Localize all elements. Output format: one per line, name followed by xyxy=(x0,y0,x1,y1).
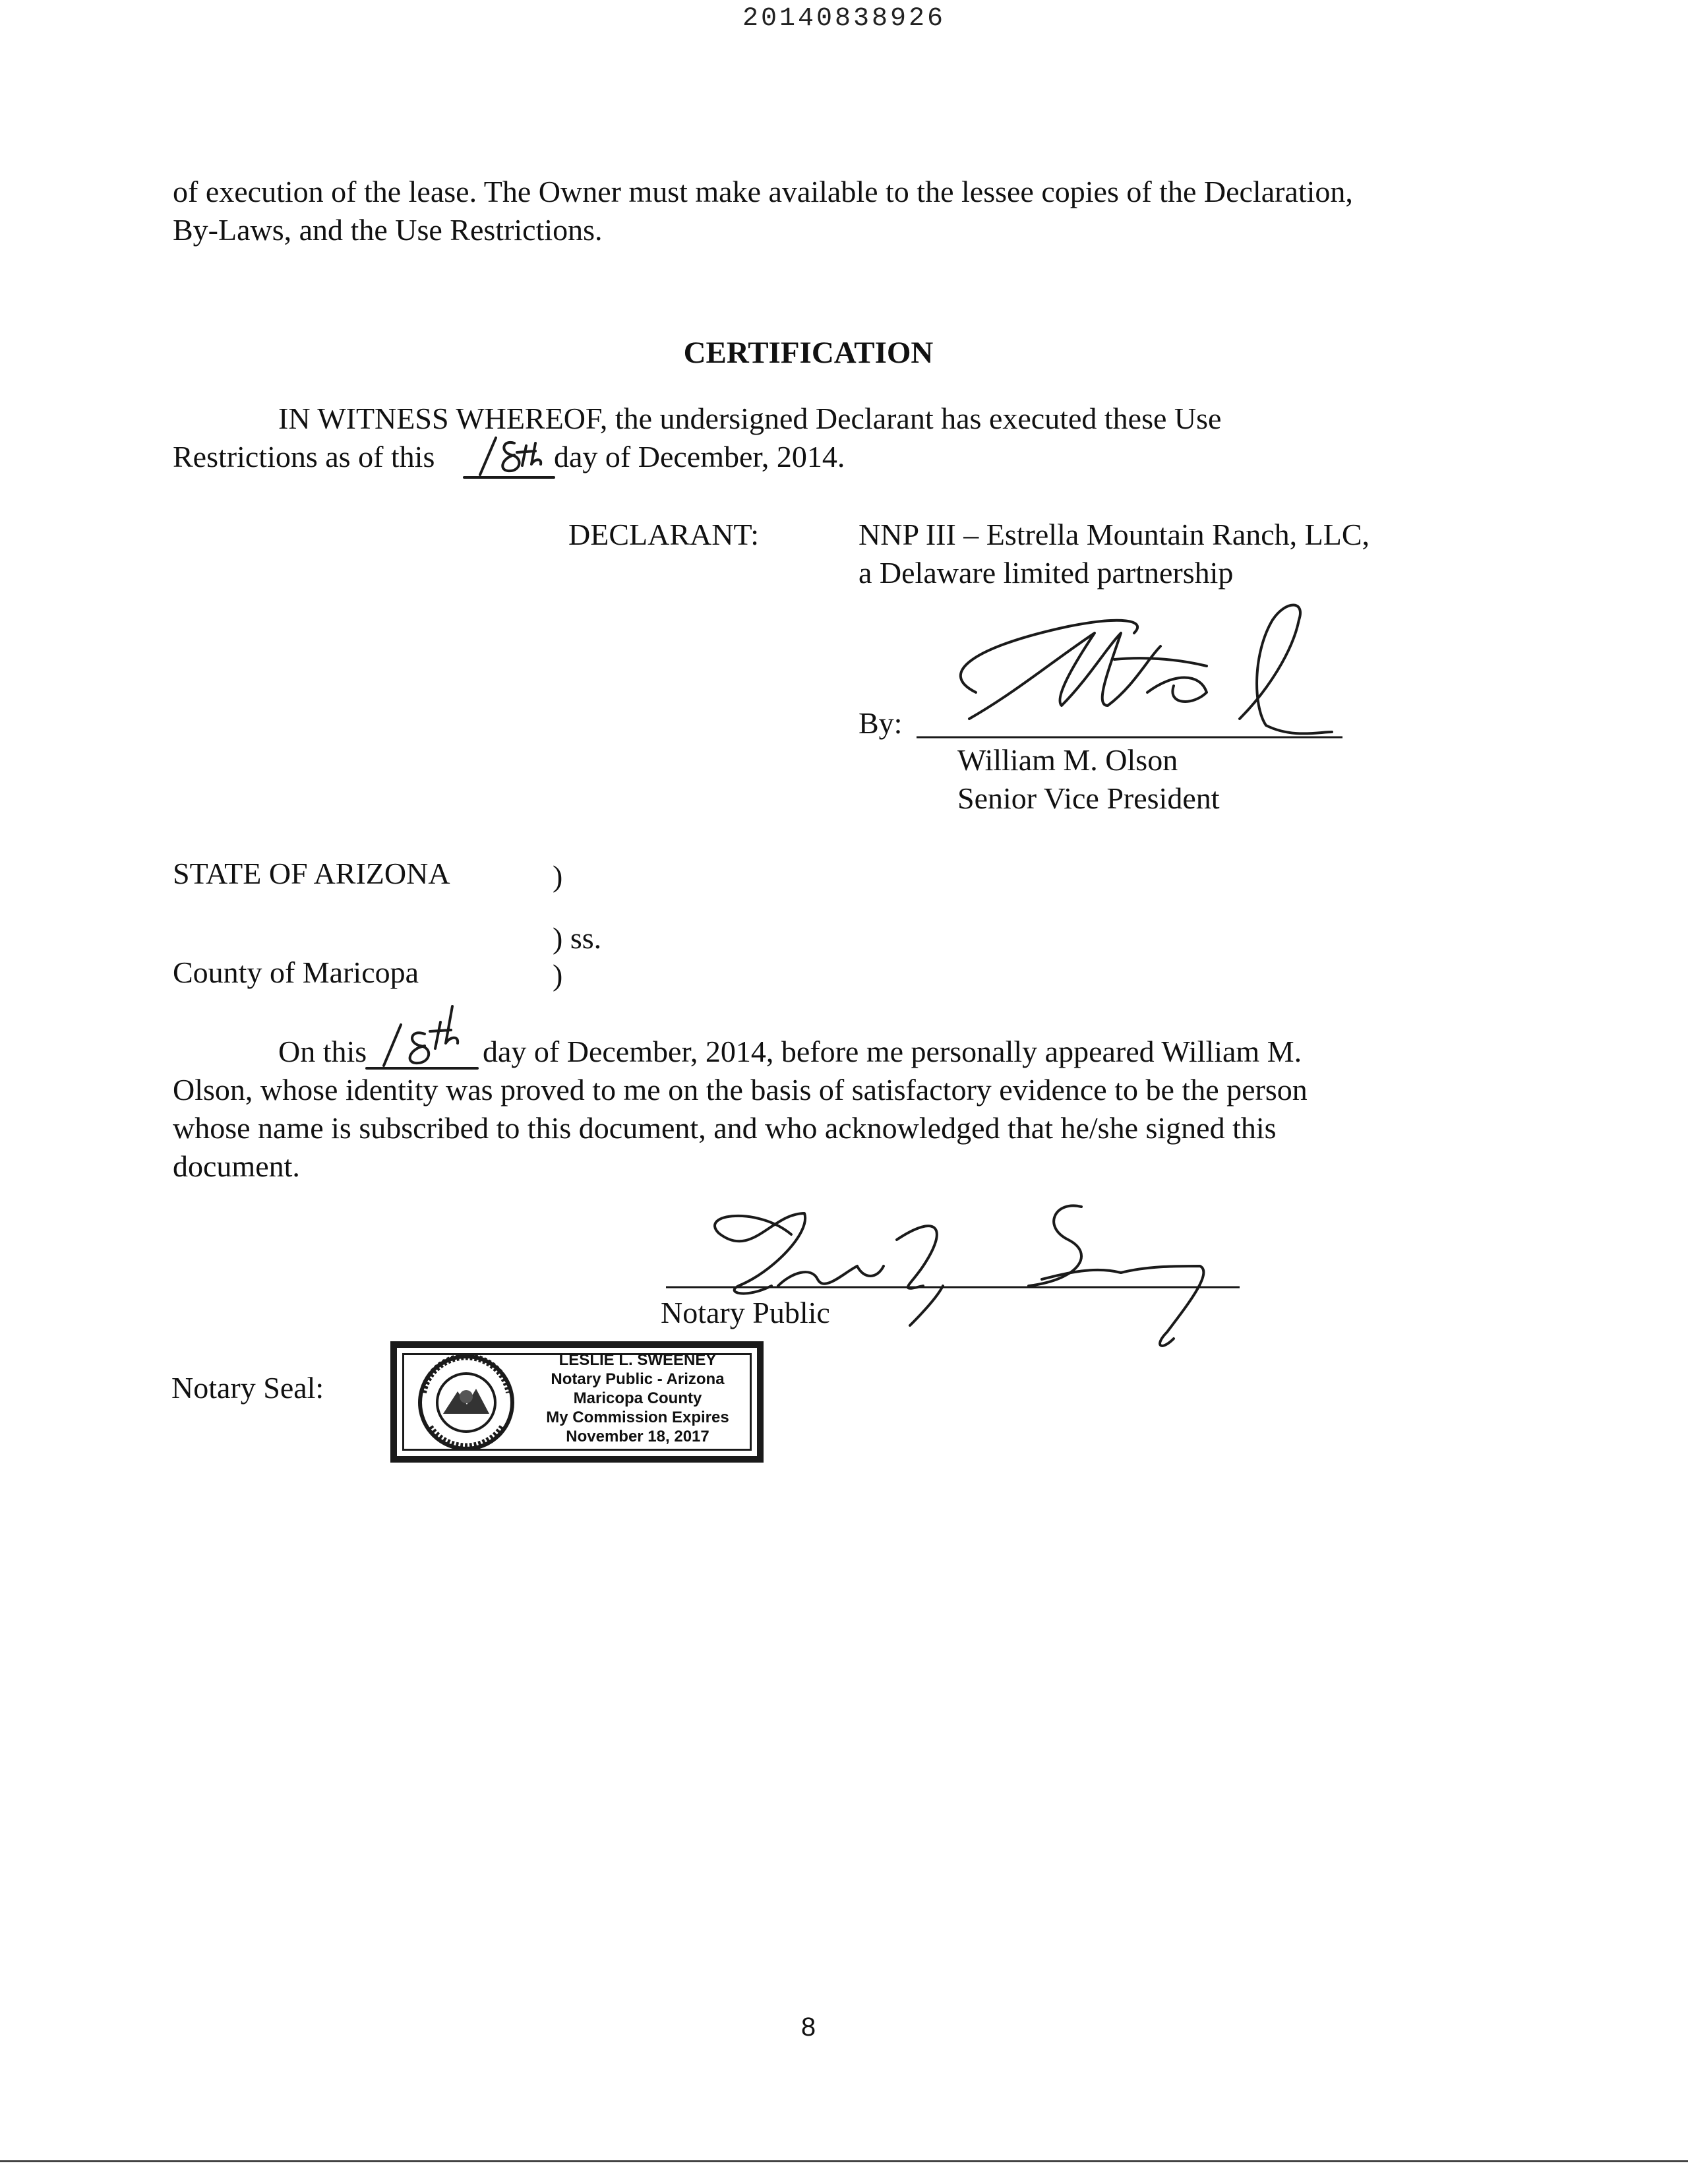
venue-county: County of Maricopa xyxy=(173,956,419,989)
ack-line-3: whose name is subscribed to this document, and who acknowledged that he/she signed this xyxy=(173,1111,1277,1145)
recording-number: 20140838926 xyxy=(742,4,946,34)
seal-line-name: LESLIE L. SWEENEY xyxy=(558,1351,717,1369)
declarant-description: a Delaware limited partnership xyxy=(859,556,1234,590)
certification-line-2-prefix: Restrictions as of this xyxy=(173,440,435,473)
declarant-signature xyxy=(897,593,1372,752)
notary-seal-label: Notary Seal: xyxy=(171,1371,324,1405)
page-number: 8 xyxy=(800,2013,816,2042)
notary-seal-stamp xyxy=(390,1341,764,1463)
seal-line-county: Maricopa County xyxy=(573,1389,702,1407)
ack-line-1-suffix: day of December, 2014, before me personally appeared William M. xyxy=(483,1035,1302,1068)
certification-heading: CERTIFICATION xyxy=(683,336,934,370)
notary-signature xyxy=(659,1187,1253,1358)
venue-paren-1: ) xyxy=(553,859,563,893)
intro-line-2: By-Laws, and the Use Restrictions. xyxy=(173,213,603,247)
scan-edge-line xyxy=(0,2160,1688,2162)
certification-line-1: IN WITNESS WHEREOF, the undersigned Declarant has executed these Use xyxy=(278,402,1222,435)
seal-line-commission: My Commission Expires xyxy=(546,1409,729,1426)
ack-line-2: Olson, whose identity was proved to me on the basis of satisfactory evidence to be the person xyxy=(173,1073,1308,1107)
venue-state: STATE OF ARIZONA xyxy=(173,857,450,890)
intro-line-1: of execution of the lease. The Owner must make available to the lessee copies of the Declaration, xyxy=(173,175,1353,208)
by-label: By: xyxy=(859,706,903,740)
notary-public-label: Notary Public xyxy=(661,1296,830,1329)
signer-title: Senior Vice President xyxy=(957,781,1220,815)
declarant-name: NNP III – Estrella Mountain Ranch, LLC, xyxy=(859,518,1370,551)
ack-line-4: document. xyxy=(173,1149,300,1183)
handwritten-day-certification xyxy=(462,431,560,485)
venue-ss: ) ss. xyxy=(553,921,602,955)
ack-line-1-prefix: On this xyxy=(278,1035,367,1068)
handwritten-day-acknowledgment xyxy=(364,1002,483,1075)
seal-line-title: Notary Public - Arizona xyxy=(551,1370,725,1388)
declarant-label: DECLARANT: xyxy=(568,518,760,551)
seal-line-expiry: November 18, 2017 xyxy=(566,1428,709,1445)
state-seal-emblem xyxy=(411,1353,521,1452)
venue-paren-3: ) xyxy=(553,958,563,992)
certification-line-2-suffix: day of December, 2014. xyxy=(554,440,845,473)
signer-name: William M. Olson xyxy=(957,743,1178,777)
